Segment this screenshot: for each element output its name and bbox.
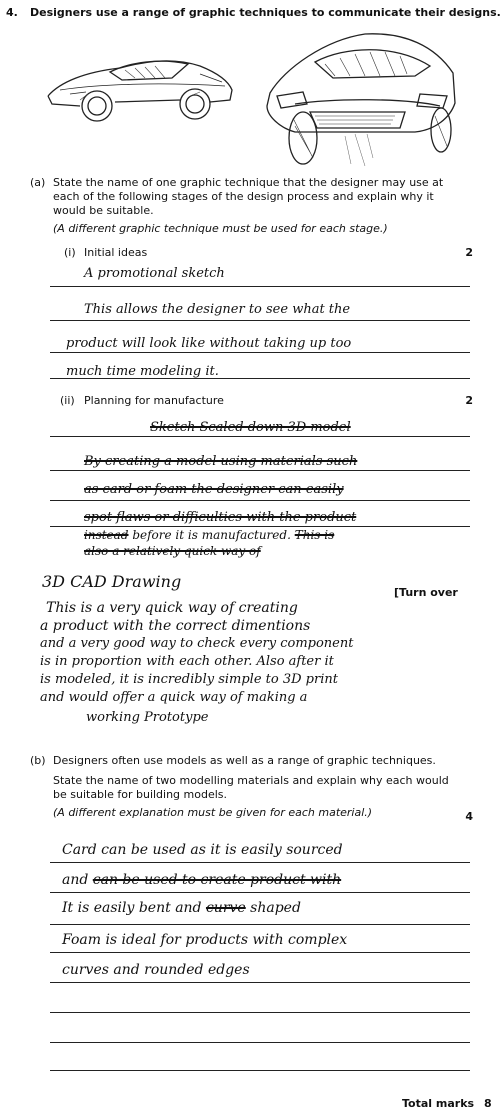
answer-a-ii-extra3: and a very good way to check every component	[40, 636, 354, 651]
answer-rule	[50, 982, 470, 983]
answer-a-ii-struck4: spot flaws or difficulties with the product	[84, 510, 357, 525]
answer-a-ii-extra6: and would offer a quick way of making a	[40, 690, 308, 705]
answer-a-ii-extra2: a product with the correct dimentions	[40, 618, 311, 634]
part-b-text-line2: State the name of two modelling materials and explain why each would	[53, 774, 449, 787]
answer-b-line1: Card can be used as it is easily sourced	[62, 842, 343, 858]
total-marks-value: 8	[484, 1097, 492, 1110]
answer-b-line4: Foam is ideal for products with complex	[62, 932, 348, 948]
answer-b-line3-text: It is easily bent and	[62, 900, 202, 916]
answer-a-ii-struck5: also a relatively quick way of	[84, 544, 261, 558]
part-a-i-marks: 2	[465, 246, 473, 259]
answer-rule	[50, 436, 470, 437]
answer-a-ii-extra5: is modeled, it is incredibly simple to 3D print	[40, 672, 338, 687]
part-a-ii-marks: 2	[465, 394, 473, 407]
answer-rule	[50, 470, 470, 471]
answer-a-ii-struck3: as card or foam the designer can easily	[84, 482, 344, 497]
part-b-label: (b)	[30, 754, 46, 767]
answer-a-ii-mid	[84, 528, 334, 542]
answer-b-line3-struck: curve	[205, 900, 246, 916]
answer-b-line2-struck: can be used to create product with	[92, 872, 342, 888]
answer-a-i-line2: This allows the designer to see what the	[84, 302, 351, 317]
turn-over-label: [Turn over	[394, 586, 458, 599]
part-a-ii-title: Planning for manufacture	[84, 394, 224, 407]
part-b-marks: 4	[465, 810, 473, 823]
answer-b-line3-tail: shaped	[250, 900, 301, 916]
answer-a-i-line3: product will look like without taking up too	[66, 336, 352, 351]
answer-rule	[50, 1042, 470, 1043]
question-number: 4.	[6, 6, 18, 19]
answer-a-ii-struck1: Sketch Scaled down 3D model	[150, 420, 351, 435]
answer-a-i-line1: A promotional sketch	[84, 266, 225, 281]
answer-b-line2	[62, 872, 341, 888]
part-b-instruction: (A different explanation must be given for each material.)	[53, 806, 373, 819]
total-marks-label: Total marks	[402, 1097, 475, 1110]
answer-rule	[50, 286, 470, 287]
answer-rule	[50, 500, 470, 501]
part-a-i-label: (i)	[64, 246, 76, 259]
answer-b-line2-text: and	[62, 872, 89, 888]
part-a-text-line2: each of the following stages of the design process and explain why it	[53, 190, 434, 203]
answer-a-ii-extra7: working Prototype	[86, 710, 209, 725]
answer-a-i-line4: much time modeling it.	[66, 364, 219, 379]
part-b-text-line1: Designers often use models as well as a range of graphic techniques.	[53, 754, 436, 767]
part-b-text-line3: be suitable for building models.	[53, 788, 228, 801]
part-a-text-line3: would be suitable.	[53, 204, 154, 217]
answer-rule	[50, 526, 470, 527]
answer-rule	[50, 924, 470, 925]
answer-b-line5: curves and rounded edges	[62, 962, 250, 978]
answer-a-ii-extra4: is in proportion with each other. Also after it	[40, 654, 334, 669]
part-a-i-title: Initial ideas	[84, 246, 148, 259]
question-stem: Designers use a range of graphic techniques to communicate their designs.	[30, 6, 501, 19]
part-a-ii-label: (ii)	[60, 394, 75, 407]
answer-a-ii-mid-struck-lead: instead	[84, 528, 129, 542]
car-sketch-front-icon	[255, 18, 465, 173]
answer-rule	[50, 1070, 470, 1071]
answer-a-ii-extra-title: 3D CAD Drawing	[42, 572, 182, 591]
answer-rule	[50, 320, 470, 321]
answer-rule	[50, 378, 470, 379]
answer-a-ii-mid-text: before it is manufactured.	[132, 528, 291, 542]
answer-rule	[50, 352, 470, 353]
answer-rule	[50, 1012, 470, 1013]
answer-rule	[50, 952, 470, 953]
part-a-instruction: (A different graphic technique must be used for each stage.)	[53, 222, 388, 235]
answer-rule	[50, 892, 470, 893]
answer-a-ii-struck2: By creating a model using materials such	[84, 454, 358, 469]
answer-rule	[50, 862, 470, 863]
answer-a-ii-extra1: This is a very quick way of creating	[46, 600, 298, 616]
part-a-label: (a)	[30, 176, 46, 189]
answer-a-ii-mid-struck-tail: This is	[294, 528, 335, 542]
part-a-text-line1: State the name of one graphic technique that the designer may use at	[53, 176, 444, 189]
car-sketch-side-icon	[40, 38, 240, 128]
answer-b-line3	[62, 900, 301, 916]
